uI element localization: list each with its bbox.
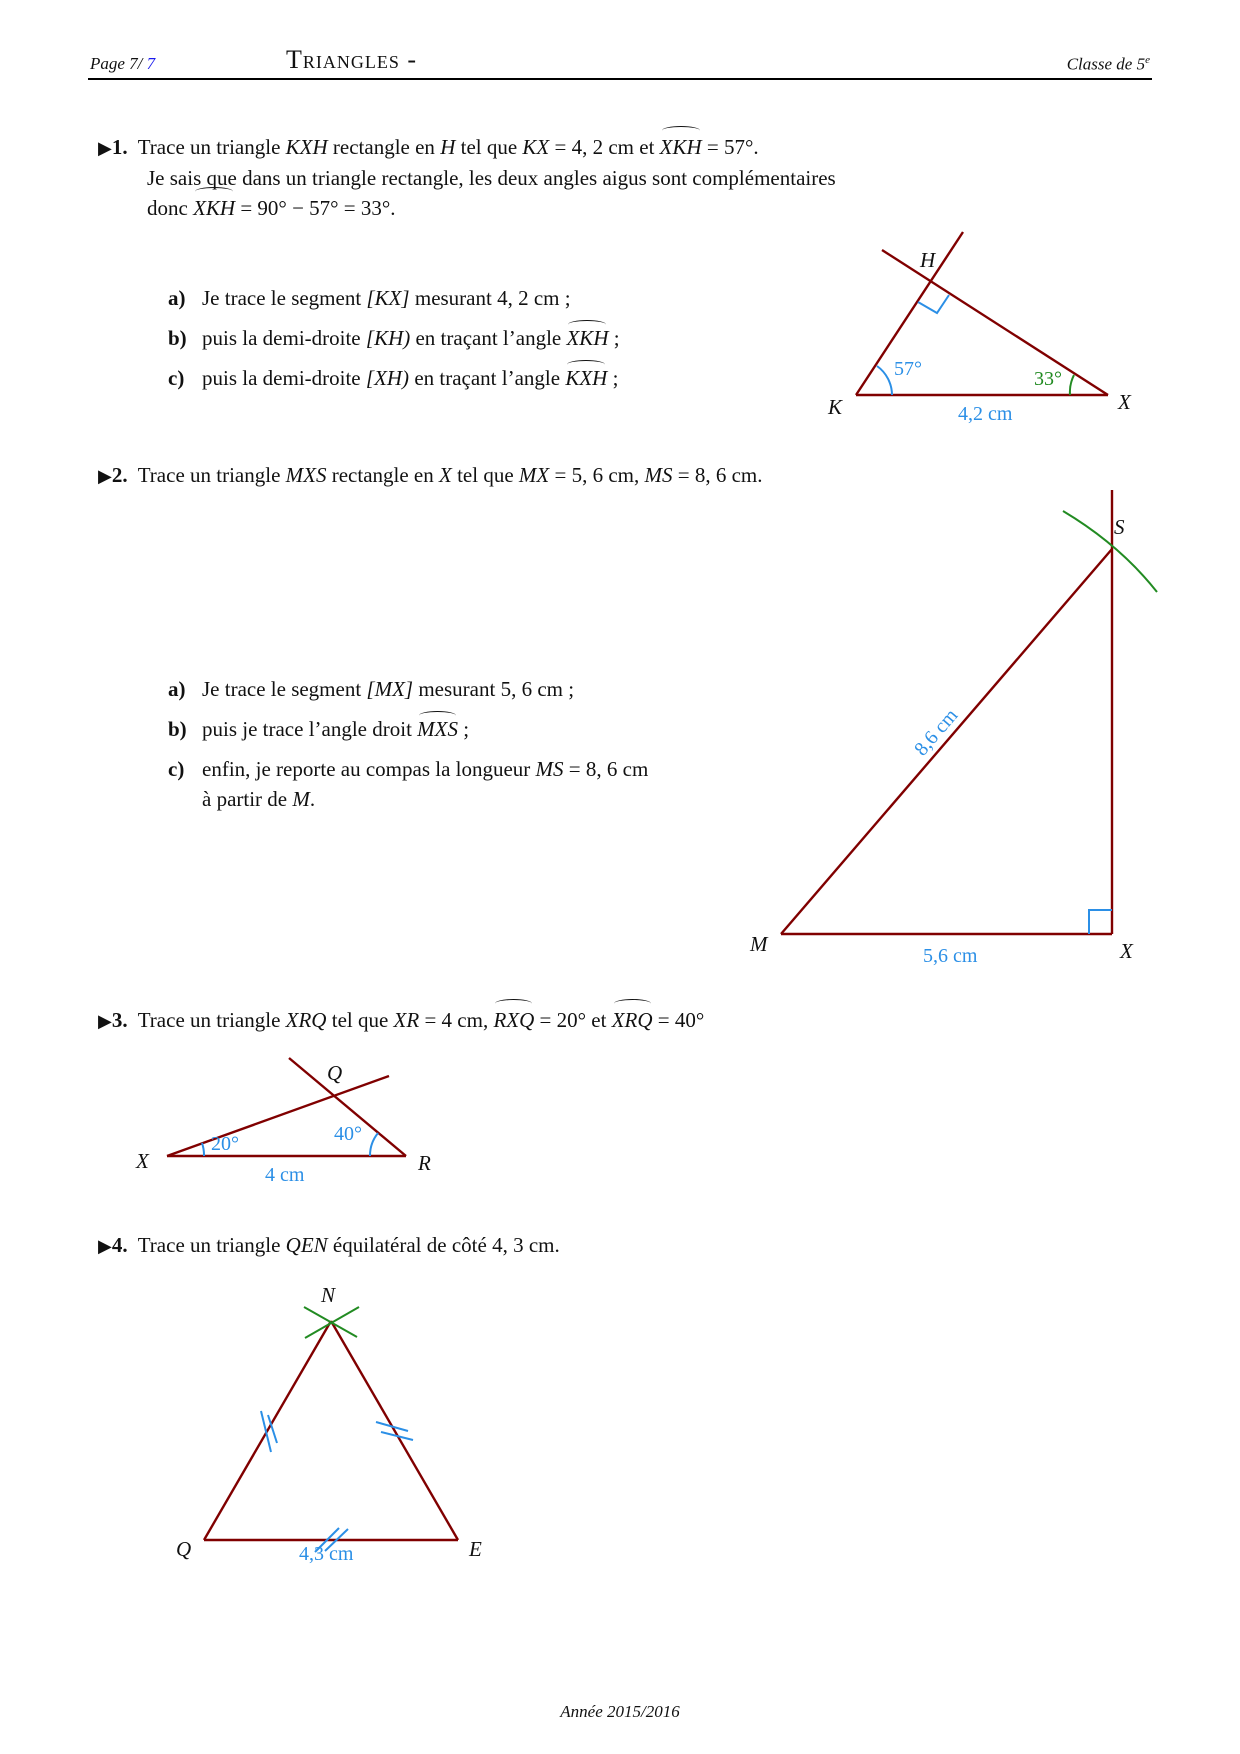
text: Je trace le segment bbox=[202, 677, 367, 701]
math: KX bbox=[522, 135, 550, 159]
point-label-h: H bbox=[920, 248, 936, 272]
math: KXH bbox=[285, 135, 328, 159]
angle-arc-x bbox=[1070, 375, 1074, 395]
math: H bbox=[440, 135, 456, 159]
angle-label-x: 33° bbox=[1034, 368, 1062, 390]
figure-1-triangle-kxh bbox=[820, 220, 1150, 430]
exercise-2 bbox=[98, 460, 762, 491]
angle-math: KXH bbox=[565, 366, 608, 390]
text: rectangle en bbox=[327, 135, 441, 159]
text: = 57°. bbox=[701, 135, 759, 159]
step-c bbox=[168, 366, 620, 406]
point-label-x: X bbox=[1120, 939, 1133, 963]
page-total-link[interactable]: 7 bbox=[146, 54, 156, 73]
text: en traçant l’angle bbox=[409, 366, 566, 390]
exercise-1 bbox=[98, 132, 836, 223]
math: MX bbox=[518, 463, 550, 487]
text: = 8, 6 cm. bbox=[672, 463, 763, 487]
exercise-1-note-line2 bbox=[98, 193, 836, 223]
angle-math: RXQ bbox=[493, 1005, 534, 1035]
point-label-n: N bbox=[321, 1283, 336, 1307]
text: Trace un triangle bbox=[137, 135, 286, 159]
text: . bbox=[309, 787, 316, 811]
text: ; bbox=[458, 717, 470, 741]
angle-label-r: 40° bbox=[334, 1123, 362, 1145]
figure-4-triangle-qen bbox=[160, 1270, 510, 1570]
text: à partir de bbox=[202, 787, 293, 811]
text: enfin, je reporte au compas la longueur bbox=[202, 757, 536, 781]
math: M bbox=[292, 787, 310, 811]
exercise-number: 2. bbox=[111, 463, 128, 487]
exercise-1-statement bbox=[98, 132, 836, 163]
point-label-x: X bbox=[1118, 390, 1131, 414]
point-label-k: K bbox=[828, 395, 843, 419]
text: = 40° bbox=[652, 1008, 705, 1032]
exercise-2-steps bbox=[168, 677, 648, 812]
class-label bbox=[1067, 54, 1150, 75]
text: tel que bbox=[451, 463, 519, 487]
math: [KH) bbox=[365, 326, 411, 350]
page-label: Page 7/ bbox=[90, 54, 143, 73]
point-label-e: E bbox=[469, 1537, 482, 1561]
text: puis je trace l’angle droit bbox=[202, 717, 418, 741]
step-label: b) bbox=[168, 326, 187, 350]
math: XRQ bbox=[285, 1008, 327, 1032]
text: = 90° − 57° = 33°. bbox=[235, 196, 396, 220]
math: X bbox=[439, 463, 452, 487]
triangle-bullet-icon: ▶ bbox=[98, 1011, 112, 1031]
text: = 4 cm, bbox=[419, 1008, 494, 1032]
angle-math: XRQ bbox=[612, 1005, 653, 1035]
exercise-3 bbox=[98, 1005, 704, 1036]
triangle-bullet-icon: ▶ bbox=[98, 138, 112, 158]
text: = 20° et bbox=[534, 1008, 612, 1032]
text: rectangle en bbox=[326, 463, 440, 487]
text: = 4, 2 cm et bbox=[549, 135, 660, 159]
exercise-2-statement bbox=[98, 460, 762, 491]
step-c-line2 bbox=[168, 787, 648, 812]
side-label-kx: 4,2 cm bbox=[958, 403, 1013, 425]
page-number bbox=[90, 54, 155, 74]
side-label-ms: 8,6 cm bbox=[910, 704, 963, 761]
right-angle-mark bbox=[918, 295, 949, 313]
point-label-m: M bbox=[750, 932, 768, 956]
exercise-3-statement bbox=[98, 1005, 704, 1036]
point-label-r: R bbox=[418, 1151, 431, 1175]
triangle-bullet-icon: ▶ bbox=[98, 466, 112, 486]
exercise-4 bbox=[98, 1230, 560, 1261]
document-title: Triangles - bbox=[286, 45, 418, 74]
step-c bbox=[168, 757, 648, 787]
figure-2-triangle-mxs bbox=[740, 480, 1160, 980]
text: Trace un triangle bbox=[137, 463, 286, 487]
point-label-q: Q bbox=[176, 1537, 192, 1561]
text: équilatéral de côté 4, 3 cm. bbox=[327, 1233, 560, 1257]
page-header bbox=[88, 40, 1152, 80]
text: mesurant 5, 6 cm ; bbox=[413, 677, 575, 701]
text: = 5, 6 cm, bbox=[549, 463, 645, 487]
step-a bbox=[168, 286, 620, 326]
angle-math: MXS bbox=[417, 717, 458, 741]
step-a bbox=[168, 677, 648, 717]
point-label-s: S bbox=[1114, 515, 1125, 539]
step-b bbox=[168, 717, 648, 757]
triangle-bullet-icon: ▶ bbox=[98, 1236, 112, 1256]
class-text: Classe de 5 bbox=[1066, 54, 1146, 74]
angle-math: XKH bbox=[193, 193, 235, 223]
side-label-xr: 4 cm bbox=[265, 1164, 305, 1186]
angle-label-x: 20° bbox=[211, 1133, 239, 1155]
segment-ne bbox=[331, 1321, 458, 1540]
step-label: c) bbox=[168, 366, 185, 390]
side-label-mx: 5,6 cm bbox=[923, 945, 978, 967]
point-label-x: X bbox=[136, 1149, 149, 1173]
angle-arc-x bbox=[202, 1143, 204, 1156]
page-footer: Année 2015/2016 bbox=[560, 1702, 680, 1721]
step-label: a) bbox=[168, 677, 186, 701]
text: = 8, 6 cm bbox=[563, 757, 649, 781]
text: puis la demi-droite bbox=[202, 366, 366, 390]
text: ; bbox=[608, 326, 620, 350]
math: QEN bbox=[285, 1233, 328, 1257]
exercise-1-steps bbox=[168, 286, 620, 406]
step-label: a) bbox=[168, 286, 186, 310]
angle-math: XKH bbox=[660, 132, 702, 162]
angle-arc-r bbox=[370, 1133, 378, 1156]
text: Trace un triangle bbox=[137, 1233, 286, 1257]
exercise-number: 1. bbox=[111, 135, 128, 159]
segment-ms bbox=[781, 549, 1112, 934]
math: [XH) bbox=[365, 366, 410, 390]
step-label: c) bbox=[168, 757, 185, 781]
class-sup: e bbox=[1145, 54, 1150, 66]
math: MXS bbox=[285, 463, 327, 487]
side-label-qe: 4,3 cm bbox=[299, 1543, 354, 1565]
text: Je trace le segment bbox=[202, 286, 367, 310]
text: mesurant 4, 2 cm ; bbox=[409, 286, 571, 310]
angle-arc-k bbox=[877, 366, 892, 395]
exercise-number: 3. bbox=[111, 1008, 128, 1032]
angle-math: XKH bbox=[566, 326, 609, 350]
exercise-4-statement bbox=[98, 1230, 560, 1261]
math: [MX] bbox=[366, 677, 414, 701]
angle-label-k: 57° bbox=[894, 358, 922, 380]
text: en traçant l’angle bbox=[410, 326, 567, 350]
segment-qn bbox=[204, 1321, 331, 1540]
point-label-q: Q bbox=[327, 1061, 343, 1085]
math: XR bbox=[393, 1008, 420, 1032]
math: MS bbox=[535, 757, 564, 781]
exercise-number: 4. bbox=[111, 1233, 128, 1257]
text: Trace un triangle bbox=[137, 1008, 286, 1032]
exercise-1-note-line1: Je sais que dans un triangle rectangle, les deux angles aigus sont complémentaires bbox=[147, 166, 836, 190]
step-b bbox=[168, 326, 620, 366]
figure-3-triangle-xrq bbox=[120, 1040, 450, 1200]
compass-arc-1 bbox=[304, 1307, 357, 1337]
text: puis la demi-droite bbox=[202, 326, 366, 350]
text: ; bbox=[607, 366, 619, 390]
math: MS bbox=[644, 463, 673, 487]
step-label: b) bbox=[168, 717, 187, 741]
right-angle-mark bbox=[1089, 910, 1112, 934]
math: [KX] bbox=[366, 286, 410, 310]
text: donc bbox=[147, 196, 194, 220]
text: tel que bbox=[455, 135, 523, 159]
text: tel que bbox=[326, 1008, 394, 1032]
